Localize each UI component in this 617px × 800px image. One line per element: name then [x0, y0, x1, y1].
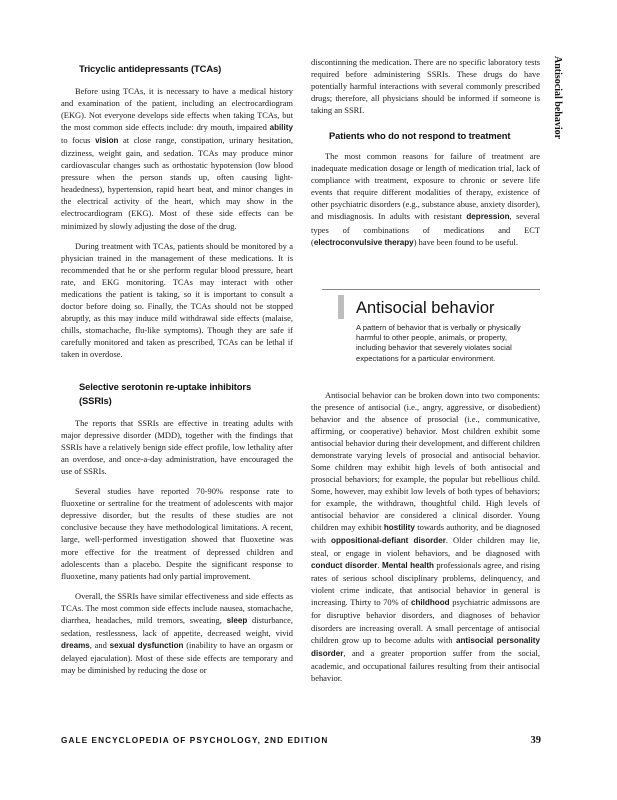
term-depression[interactable]: depression — [466, 212, 510, 222]
ssri-paragraph-1: The reports that SSRIs are effective in treating adults with major depressive disorder (MDD), together with the findings that SSRIs have a relatively benign side effect profile, low lethality after an overdose, and once-a-day administration, have encouraged the use of SSRIs. — [61, 418, 293, 477]
ssri-paragraph-3: Overall, the SSRIs have similar effectiveness and side effects as TCAs. The most common side effects include nausea, stomachache, diarrhea, headaches, mild tremors, sweating, sleep disturbance, sedation, restlessness, lack of appetite, decreased weight, vivid dreams, and sexual dysfunction (inability to have an orgasm or delayed ejaculation). Most of these side effects are temporary and may be diminished by reducing the dose or — [61, 590, 293, 675]
term-childhood[interactable]: childhood — [410, 598, 450, 608]
entry-title: Antisocial behavior — [356, 298, 495, 317]
term-dreams[interactable]: dreams — [61, 640, 90, 650]
term-sexual-dysfunction[interactable]: sexual dysfunction — [109, 640, 184, 650]
page-footer — [61, 736, 541, 745]
ssri-heading: Selective serotonin re-uptake inhibitors (SSRIs) — [79, 381, 252, 407]
right-column — [311, 56, 540, 684]
definition-box — [322, 289, 540, 375]
patients-paragraph: The most common reasons for failure of treatment are inadequate medication dosage or length of medication trial, lack of compliance with treatment, exposure to chronic or severe life events that require different modalities of therapy, existence of other psychiatric disorders (e.g., substance abuse, anxiety disorder), and misdiagnosis. In adults with resistant depression, several types of combinations of medications and ECT (electroconvulsive therapy) have been found to be useful. — [311, 151, 540, 247]
page-number: 39 — [530, 735, 541, 746]
term-oppositional-defiant-disorder[interactable]: oppositional-defiant disorder — [331, 536, 446, 546]
term-mental-health[interactable]: Mental health — [381, 561, 434, 571]
tca-heading: Tricyclic antidepressants (TCAs) — [79, 63, 222, 74]
continued-paragraph: discontinning the medication. There are no specific laboratory tests required before administering SSRIs. These drugs do have potentially harmful interactions with several commonly prescribed drugs; therefore, all physicians should be informed if someone is taking an SSRI. — [311, 57, 540, 116]
term-ability[interactable]: ability — [269, 123, 293, 133]
entry-definition: A pattern of behavior that is verbally or physically harmful to other people, animals, or property, including behavior that severely violates social expectations for a particular environment. — [356, 322, 521, 363]
footer-title: GALE ENCYCLOPEDIA OF PSYCHOLOGY, 2ND EDITION — [61, 736, 329, 745]
side-tab — [548, 56, 578, 186]
tca-paragraph-1: Before using TCAs, it is necessary to have a medical history and examination of the patient, including an electrocardiogram (EKG). Not everyone develops side effects when taking TCAs, but the most common side effects include: dry mouth, impaired ability to focus vision at close range, constipation, urinary hesitation, dizziness, weight gain, and sedation. TCAs may produce minor cardiovascular changes such as orthostatic hypotension (low blood pressure when the person stands up, often causing light-headedness), hypertension, rapid heart beat, and minor changes in the electrical activity of the heart, which may show in the electrocardiogram (EKG). Most of these side effects can be minimized by slowly adjusting the dose of the drug. — [61, 86, 293, 231]
antisocial-paragraph: Antisocial behavior can be broken down into two components: the presence of antisocial (i.e., angry, aggressive, or disobedient) behavior and the absence of prosocial (i.e., communicative, affirming, or cooperative) behavior. Most children exhibit some antisocial behavior during their development, and different children demonstrate varying levels of prosocial and antisocial behavior. Some children may exhibit high levels of both antisocial and prosocial behaviors; for example, the popular but rebellious child. Some, however, may exhibit low levels of both types of behaviors; for example, the withdrawn, thoughtful child. High levels of antisocial behavior are considered a clinical disorder. Young children may exhibit hostility towards authority, and be diagnosed with oppositional-defiant disorder. Older children may lie, steal, or engage in violent behaviors, and be diagnosed with conduct disorder. Mental health professionals agree, and rising rates of serious school disciplinary problems, delinquency, and violent crime indicate, that antisocial behavior in general is increasing. Thirty to 70% of childhood psychiatric admissons are for disruptive behavior disorders, and diagnoses of behavior disorders are increasing overall. A small percentage of antisocial children grow up to become adults with antisocial personality disorder, and a greater proportion suffer from the social, academic, and occupational failures resulting from their antisocial behavior. — [311, 389, 540, 683]
term-sleep[interactable]: sleep — [226, 615, 248, 625]
term-ect[interactable]: electroconvulsive therapy — [313, 237, 414, 247]
left-column — [61, 56, 293, 676]
term-antisocial-personality-disorder[interactable]: antisocial personality disorder — [311, 635, 540, 658]
term-conduct-disorder[interactable]: conduct disorder — [311, 561, 378, 571]
side-tab-label: Antisocial behavior — [552, 56, 563, 140]
ssri-paragraph-2: Several studies have reported 70-90% response rate to fluoxetine or sertraline for the treatment of adolescents with major depressive disorder, but the results of these studies are not conclusive because they have methodological limitations. A recent, large, well-performed investigation showed that fluoxetine was more effective for the treatment of depressed children and adolescents than a placebo. Despite the significant response to fluoxetine, many patients had only partial improvement. — [61, 486, 293, 581]
tca-paragraph-2: During treatment with TCAs, patients should be monitored by a physician trained in the management of these medications. It is recommended that he or she perform regular blood pressure, heart rate, and EKG monitoring. TCAs may interact with other medications the patient is taking, so it is important to consult a doctor before doing so. Finally, the TCAs should not be stopped abruptly, as this may induce mild withdrawal side effects (malaise, chills, stomachache, flu-like symptoms). Though they are safe if carefully monitored and taken as prescribed, TCAs can be lethal if taken in overdose. — [61, 240, 293, 359]
term-hostility[interactable]: hostility — [383, 523, 415, 533]
patients-heading: Patients who do not respond to treatment — [329, 130, 511, 142]
term-vision[interactable]: vision — [95, 136, 119, 146]
definition-accent-bar — [338, 295, 344, 319]
